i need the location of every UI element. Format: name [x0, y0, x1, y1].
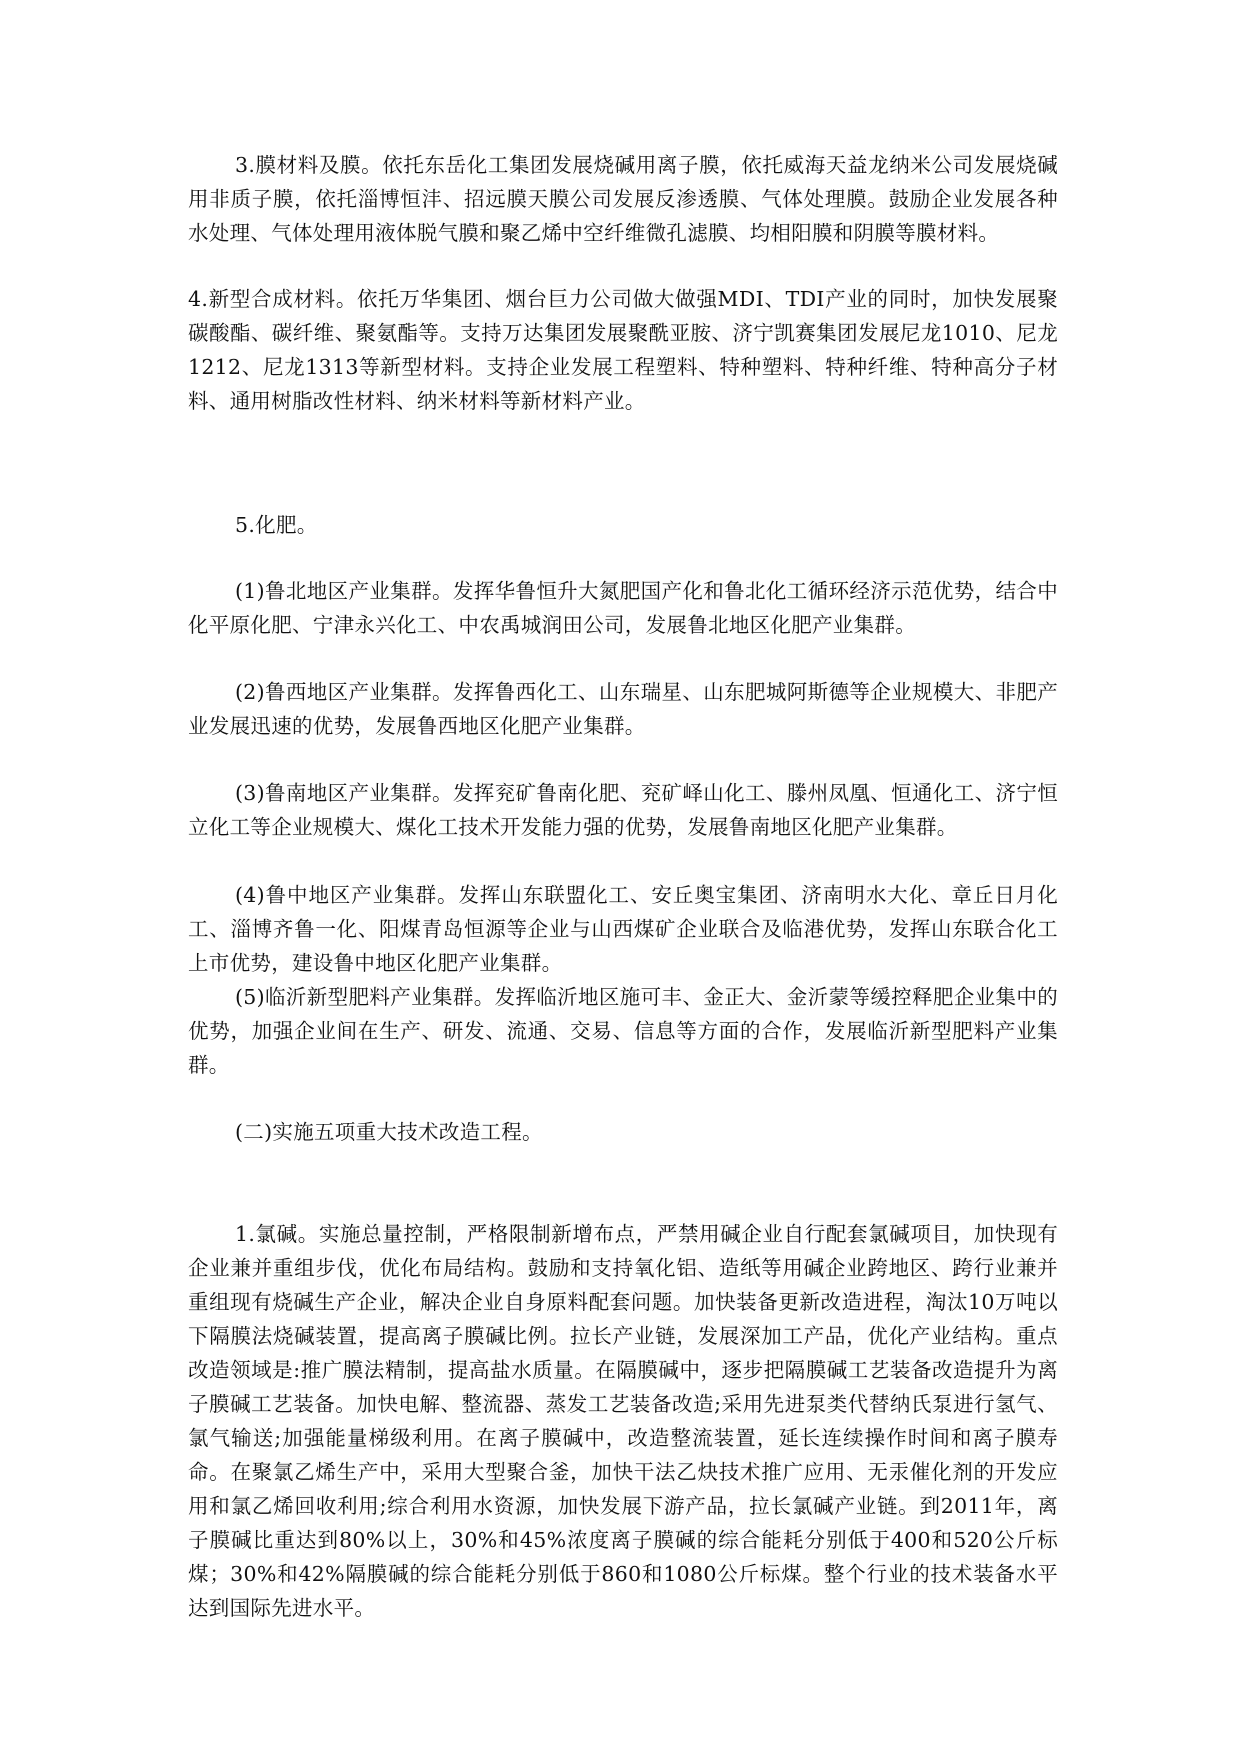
paragraph-lubei-cluster: (1)鲁北地区产业集群。发挥华鲁恒升大氮肥国产化和鲁北化工循环经济示范优势，结合中化平原化肥、宁津永兴化工、中农禹城润田公司，发展鲁北地区化肥产业集群。 — [188, 579, 1058, 637]
paragraph-luzhong-cluster: (4)鲁中地区产业集群。发挥山东联盟化工、安丘奥宝集团、济南明水大化、章丘日月化工、淄博齐鲁一化、阳煤青岛恒源等企业与山西煤矿企业联合及临港优势，发挥山东联合化工上市优势，建设鲁中地区化肥产业集群。 — [188, 883, 1058, 975]
paragraph-lunan-cluster: (3)鲁南地区产业集群。发挥兖矿鲁南化肥、兖矿峄山化工、滕州凤凰、恒通化工、济宁恒立化工等企业规模大、煤化工技术开发能力强的优势，发展鲁南地区化肥产业集群。 — [188, 781, 1058, 839]
paragraph-luxi-cluster: (2)鲁西地区产业集群。发挥鲁西化工、山东瑞星、山东肥城阿斯德等企业规模大、非肥产业发展迅速的优势，发展鲁西地区化肥产业集群。 — [188, 680, 1058, 738]
heading-fertilizer: 5.化肥。 — [235, 513, 318, 537]
document-page — [188, 0, 1058, 1754]
heading-tech-upgrade: (二)实施五项重大技术改造工程。 — [235, 1120, 543, 1144]
paragraph-chlor-alkali: 1.氯碱。实施总量控制，严格限制新增布点，严禁用碱企业自行配套氯碱项目，加快现有企业兼并重组步伐，优化布局结构。鼓励和支持氧化铝、造纸等用碱企业跨地区、跨行业兼并重组现有烧碱生产企业，解决企业自身原料配套问题。加快装备更新改造进程，淘汰10万吨以下隔膜法烧碱装置，提高离子膜碱比例。拉长产业链，发展深加工产品，优化产业结构。重点改造领域是:推广膜法精制，提高盐水质量。在隔膜碱中，逐步把隔膜碱工艺装备改造提升为离子膜碱工艺装备。加快电解、整流器、蒸发工艺装备改造;采用先进泵类代替纳氏泵进行氢气、氯气输送;加强能量梯级利用。在离子膜碱中，改造整流装置，延长连续操作时间和离子膜寿命。在聚氯乙烯生产中，采用大型聚合釜，加快干法乙炔技术推广应用、无汞催化剂的开发应用和氯乙烯回收利用;综合利用水资源，加快发展下游产品，拉长氯碱产业链。到2011年，离子膜碱比重达到80%以上，30%和45%浓度离子膜碱的综合能耗分别低于400和520公斤标煤；30%和42%隔膜碱的综合能耗分别低于860和1080公斤标煤。整个行业的技术装备水平达到国际先进水平。 — [188, 1222, 1058, 1620]
paragraph-synthetic-materials: 4.新型合成材料。依托万华集团、烟台巨力公司做大做强MDI、TDI产业的同时，加快发展聚碳酸酯、碳纤维、聚氨酯等。支持万达集团发展聚酰亚胺、济宁凯赛集团发展尼龙1010、尼龙1212、尼龙1313等新型材料。支持企业发展工程塑料、特种塑料、特种纤维、特种高分子材料、通用树脂改性材料、纳米材料等新材料产业。 — [188, 287, 1058, 413]
paragraph-membrane-materials: 3.膜材料及膜。依托东岳化工集团发展烧碱用离子膜，依托威海天益龙纳米公司发展烧碱用非质子膜，依托淄博恒沣、招远膜天膜公司发展反渗透膜、气体处理膜。鼓励企业发展各种水处理、气体处理用液体脱气膜和聚乙烯中空纤维微孔滤膜、均相阳膜和阴膜等膜材料。 — [188, 153, 1058, 245]
paragraph-linyi-cluster: (5)临沂新型肥料产业集群。发挥临沂地区施可丰、金正大、金沂蒙等缓控释肥企业集中的优势，加强企业间在生产、研发、流通、交易、信息等方面的合作，发展临沂新型肥料产业集群。 — [188, 985, 1058, 1077]
